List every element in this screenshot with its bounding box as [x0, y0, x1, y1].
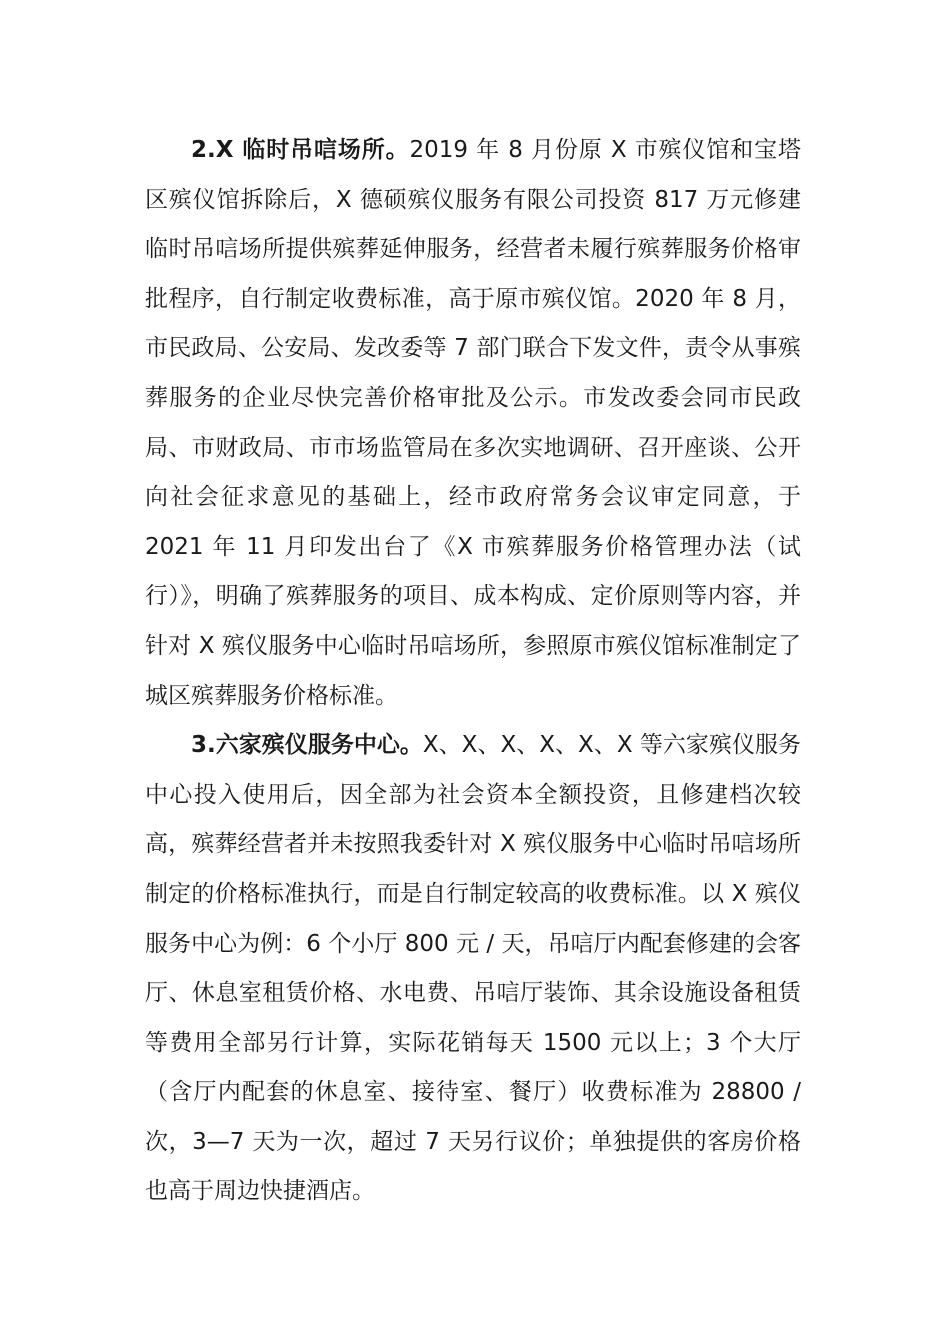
- paragraph-six-funeral-centers: [145, 721, 801, 1217]
- paragraph-body-text: X、X、X、X、X、X 等六家殡仪服务中心投入使用后，因全部为社会资本全额投资，且修建档次较高，殡葬经营者并未按照我委针对 X 殡仪服务中心临时吊唁场所制定的价格标准执行，而是自行制定较高的收费标准。以 X 殡仪服务中心为例：6 个小厅 800 元 / 天，吊唁厅内配套修建的会客厅、休息室租赁价格、水电费、吊唁厅装饰、其余设施设备租赁等费用全部另行计算，实际花销每天 1500 元以上；3 个大厅（含厅内配套的休息室、接待室、餐厅）收费标准为 28800 / 次，3—7 天为一次，超过 7 天另行议价；单独提供的客房价格也高于周边快捷酒店。: [145, 732, 801, 1205]
- document-body: [145, 126, 801, 1217]
- paragraph-temporary-mourning-site: [145, 126, 801, 721]
- paragraph-lead-heading: 2.X 临时吊唁场所。: [191, 137, 410, 163]
- paragraph-lead-heading: 3.六家殡仪服务中心。: [191, 732, 423, 759]
- paragraph-body-text: 2019 年 8 月份原 X 市殡仪馆和宝塔区殡仪馆拆除后，X 德硕殡仪服务有限公司投资 817 万元修建临时吊唁场所提供殡葬延伸服务，经营者未履行殡葬服务价格审批程序，自行制定收费标准，高于原市殡仪馆。2020 年 8 月，市民政局、公安局、发改委等 7 部门联合下发文件，责令从事殡葬服务的企业尽快完善价格审批及公示。市发改委会同市民政局、市财政局、市市场监管局在多次实地调研、召开座谈、公开向社会征求意见的基础上，经市政府常务会议审定同意，于 2021 年 11 月印发出台了《X 市殡葬服务价格管理办法（试行）》，明确了殡葬服务的项目、成本构成、定价原则等内容，并针对 X 殡仪服务中心临时吊唁场所，参照原市殡仪馆标准制定了城区殡葬服务价格标准。: [145, 137, 801, 709]
